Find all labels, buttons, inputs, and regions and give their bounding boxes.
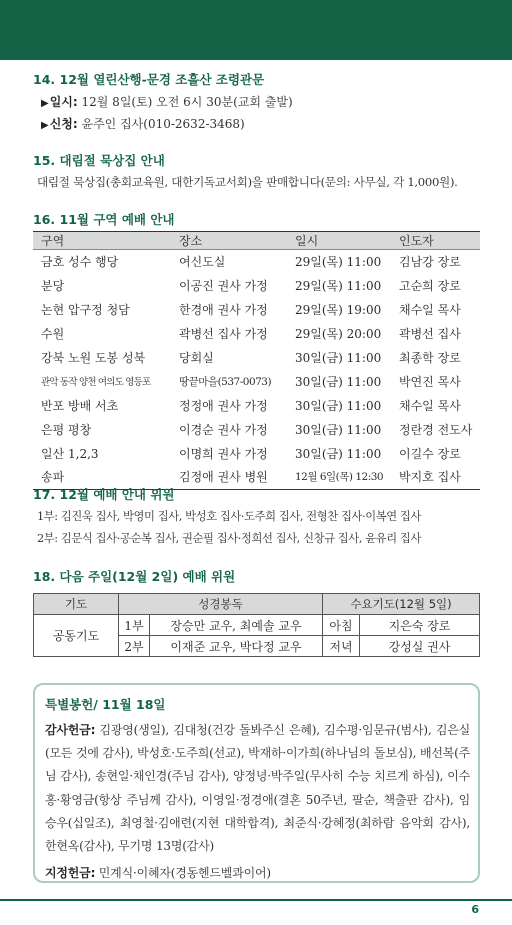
cell-district: 강북 노원 도봉 성북 [41, 351, 146, 365]
s14-apply-label: 신청: [49, 117, 78, 131]
worship-table-header [33, 232, 480, 250]
cell-district: 분당 [41, 279, 65, 294]
thanks-offering [45, 719, 470, 858]
table-row [33, 298, 480, 322]
s14-date-label: 일시: [49, 95, 78, 109]
table-row [34, 615, 480, 636]
cell-time: 30일(금) 11:00 [295, 351, 382, 365]
s14-date-line [41, 93, 293, 110]
cell-place: 정정애 권사 가정 [179, 398, 268, 413]
s14-date-value: 12월 8일(토) 오전 6시 30분(교회 출발) [77, 95, 293, 109]
cell-time: 29일(목) 11:00 [295, 279, 382, 294]
cell-readers: 장승만 교우, 최예솔 교우 [150, 615, 323, 636]
cell-time: 29일(목) 20:00 [295, 327, 382, 342]
cell-time: 12월 6일(목) 12:30 [295, 471, 384, 484]
cell-leader: 정란경 전도사 [399, 422, 473, 437]
cell-part: 1부 [119, 615, 150, 636]
footer-rule [0, 899, 512, 901]
cell-part: 2부 [119, 636, 150, 657]
designated-text: 민계식·이혜자(경동헨드벨콰이어) [95, 866, 271, 881]
cell-place: 당회실 [179, 351, 214, 365]
designated-label: 지정헌금: [45, 866, 96, 881]
header-district: 구역 [41, 234, 65, 248]
special-offering-box [33, 683, 480, 883]
cell-district: 금호 성수 행당 [41, 255, 119, 270]
section-14-title: 14. 12월 열린산행-문경 조흘산 조령관문 [33, 72, 265, 87]
cell-time: 30일(금) 11:00 [295, 374, 382, 389]
s14-apply-line [41, 115, 245, 132]
cell-time: 29일(목) 19:00 [295, 303, 382, 318]
table-row [33, 322, 480, 346]
cell-place: 여신도실 [179, 255, 226, 270]
cell-readers: 이재준 교우, 박다정 교우 [150, 636, 323, 657]
next-week-table [33, 593, 480, 657]
cell-district: 관악 동작 양천 여의도 영등포 [41, 377, 151, 389]
cell-leader: 곽병선 집사 [399, 327, 461, 342]
cell-time: 아침 [323, 615, 360, 636]
header-band [0, 0, 512, 60]
cell-place: 이경순 권사 가정 [179, 422, 268, 437]
cell-place: 땅끝마을(537-0073) [179, 375, 272, 388]
page-number: 6 [471, 903, 479, 916]
cell-leader: 박연진 목사 [399, 374, 461, 389]
triangle-bullet-icon: ▶ [41, 98, 49, 109]
offering-body [45, 719, 470, 885]
cell-leader: 채수일 목사 [399, 398, 461, 413]
next-week-header [34, 594, 480, 615]
header-leader: 인도자 [399, 234, 434, 248]
section-16-title: 16. 11월 구역 예배 안내 [33, 212, 175, 227]
cell-leader: 고순희 장로 [399, 279, 461, 294]
cell-leader: 채수일 목사 [399, 303, 461, 318]
header-place: 장소 [179, 234, 203, 248]
thanks-label: 감사헌금: [45, 723, 96, 737]
table-row [33, 346, 480, 370]
worship-table [33, 231, 480, 490]
table-row [33, 441, 480, 465]
cell-time: 30일(금) 11:00 [295, 446, 382, 461]
cell-place: 곽병선 집사 가정 [179, 327, 268, 342]
cell-place: 이명희 권사 가정 [179, 446, 268, 461]
header-reading: 성경봉독 [119, 594, 323, 615]
triangle-bullet-icon: ▶ [41, 120, 49, 131]
cell-leader: 김남강 장로 [399, 255, 461, 270]
header-time: 일시 [295, 234, 319, 248]
cell-leader: 지은숙 장로 [360, 615, 480, 636]
cell-leader: 최종학 장로 [399, 351, 461, 365]
cell-prayer: 공동기도 [34, 615, 119, 657]
designated-offering [45, 862, 470, 885]
table-row [33, 274, 480, 298]
offering-title: 특별봉헌/ 11월 18일 [45, 697, 166, 712]
thanks-text: 김광영(생일), 김대청(건강 돌봐주신 은혜), 김수평·임문규(범사), 김은실(모든 것에 감사), 박성호·도주희(선교), 박재하·이가희(하나님의 돌보심), 배선복(주님 감사), 송현일·채인경(주님 감사), 양정녕·박주일(무사히 수능 치르게 하심), 이수홍·황영금(항상 주님께 감사), 이영일·정경애(결혼 50주년, 팔순, 책출판 감사), 임승우(십일조), 최영철·김애련(지현 대학합격), 최준식·강혜정(최하람 음악회 감사), 한현옥(감사), 무기명 13명(감사) [45, 723, 470, 854]
table-row [33, 417, 480, 441]
cell-time: 저녁 [323, 636, 360, 657]
cell-time: 29일(목) 11:00 [295, 255, 382, 270]
cell-district: 일산 1,2,3 [41, 446, 99, 461]
table-row [33, 369, 480, 393]
s17-line-1: 1부: 김진욱 집사, 박영미 집사, 박성호 집사·도주희 집사, 전형찬 집사·이복연 집사 [37, 510, 421, 523]
table-row [33, 250, 480, 274]
header-prayer: 기도 [34, 594, 119, 615]
cell-place: 김정애 권사 병원 [179, 470, 268, 485]
s14-apply-value: 윤주인 집사(010-2632-3468) [77, 117, 245, 131]
header-wed-prayer: 수요기도(12월 5일) [323, 594, 480, 615]
cell-place: 한경애 권사 가정 [179, 303, 268, 318]
cell-district: 송파 [41, 470, 65, 485]
cell-leader: 강성실 권사 [360, 636, 480, 657]
cell-leader: 박지호 집사 [399, 470, 461, 485]
cell-time: 30일(금) 11:00 [295, 398, 382, 413]
cell-leader: 이길수 장로 [399, 446, 461, 461]
cell-district: 반포 방배 서초 [41, 398, 119, 413]
table-row [33, 393, 480, 417]
s15-text: 대림절 묵상집(총회교육원, 대한기독교서회)을 판매합니다(문의: 사무실, 각 1,000원). [37, 175, 458, 189]
section-17-title: 17. 12월 예배 안내 위원 [33, 487, 175, 502]
cell-time: 30일(금) 11:00 [295, 422, 382, 437]
cell-district: 수원 [41, 327, 65, 342]
s17-line-2: 2부: 김문식 집사·공순복 집사, 권순필 집사·정희선 집사, 신창규 집사, 윤유리 집사 [37, 532, 421, 545]
cell-district: 은평 평창 [41, 422, 92, 437]
section-15-title: 15. 대림절 묵상집 안내 [33, 153, 165, 168]
cell-place: 이공진 권사 가정 [179, 279, 268, 294]
section-18-title: 18. 다음 주일(12월 2일) 예배 위원 [33, 569, 236, 584]
cell-district: 논현 압구정 청담 [41, 303, 130, 318]
